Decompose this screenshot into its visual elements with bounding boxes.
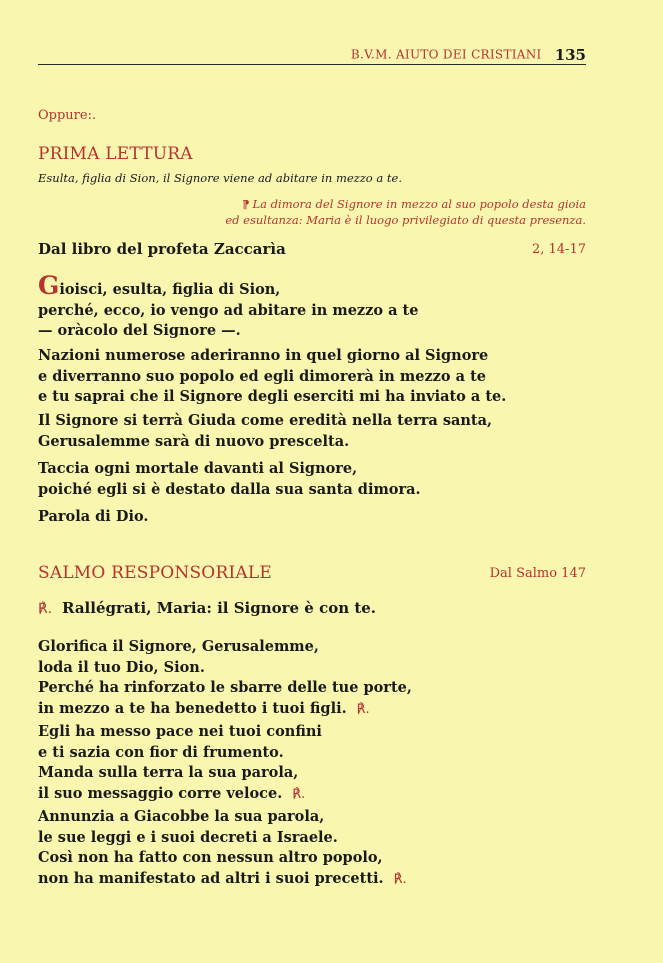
- book-source: Dal libro del profeta Zaccarìa: [38, 240, 286, 258]
- text-line: il suo messaggio corre veloce.: [38, 784, 283, 802]
- header-divider: [38, 64, 586, 65]
- response-text: Rallégrati, Maria: il Signore è con te.: [62, 599, 377, 617]
- response-icon: ℟.: [38, 601, 53, 617]
- text-line: Egli ha messo pace nei tuoi confini: [38, 723, 322, 740]
- psalm-response: [38, 599, 376, 617]
- response-icon: ℟.: [356, 701, 370, 717]
- text-line: Nazioni numerose aderiranno in quel giorno al Signore: [38, 347, 489, 364]
- text-line: — oràcolo del Signore —.: [38, 322, 241, 339]
- text-line: Glorifica il Signore, Gerusalemme,: [38, 638, 319, 655]
- psalm-stanza-1: [38, 637, 412, 720]
- reading-reference: 2, 14-17: [531, 242, 586, 257]
- text-line: poiché egli si è destato dalla sua santa dimora.: [38, 480, 421, 498]
- text-line: Manda sulla terra la sua parola,: [38, 764, 299, 781]
- reading-paragraph-4: [38, 459, 421, 500]
- text-line: le sue leggi e i suoi decreti a Israele.: [38, 828, 338, 846]
- response-icon: ℟.: [292, 786, 306, 802]
- text-line: ioisci, esulta, figlia di Sion,: [59, 281, 281, 298]
- text-line: perché, ecco, io vengo ad abitare in mezzo a te: [38, 301, 419, 319]
- reading-paragraph-1: [38, 271, 419, 342]
- note-line-1: La dimora del Signore in mezzo al suo popolo desta gioia: [252, 197, 586, 211]
- reading-paragraph-3: [38, 411, 492, 452]
- page: [38, 0, 586, 963]
- text-line: Così non ha fatto con nessun altro popolo,: [38, 849, 383, 866]
- text-line: loda il tuo Dio, Sion.: [38, 658, 205, 676]
- text-line: Gerusalemme sarà di nuovo prescelta.: [38, 432, 350, 450]
- page-number: 135: [554, 45, 586, 64]
- reading-conclusion: Parola di Dio.: [38, 508, 149, 525]
- text-line: e tu saprai che il Signore degli eserciti mi ha inviato a te.: [38, 388, 507, 405]
- psalm-stanza-3: [38, 807, 407, 890]
- text-line: in mezzo a te ha benedetto i tuoi figli.: [38, 699, 347, 717]
- response-icon: ℟.: [393, 871, 407, 887]
- oppure-label: Oppure:.: [38, 108, 97, 123]
- page-header: [351, 44, 586, 64]
- reading-subtitle: Esulta, figlia di Sion, il Signore viene ad abitare in mezzo a te.: [38, 171, 402, 185]
- text-line: Perché ha rinforzato le sbarre delle tue porte,: [38, 679, 412, 696]
- psalm-reference: Dal Salmo 147: [489, 566, 586, 581]
- psalm-title: SALMO RESPONSORIALE: [38, 563, 272, 583]
- reading-title: PRIMA LETTURA: [38, 144, 193, 164]
- note-line-2: ed esultanza: Maria è il luogo privilegiato di questa presenza.: [225, 213, 586, 227]
- reading-note: [225, 196, 586, 228]
- text-line: non ha manifestato ad altri i suoi precetti.: [38, 869, 384, 887]
- drop-cap: G: [38, 271, 60, 300]
- text-line: Taccia ogni mortale davanti al Signore,: [38, 460, 358, 477]
- text-line: e ti sazia con fior di frumento.: [38, 743, 284, 761]
- text-line: e diverranno suo popolo ed egli dimorerà in mezzo a te: [38, 367, 486, 385]
- reading-paragraph-2: [38, 346, 506, 408]
- header-title: B.V.M. AIUTO DEI CRISTIANI: [350, 47, 542, 62]
- pilcrow-icon: ⁋: [242, 197, 250, 211]
- psalm-stanza-2: [38, 722, 322, 805]
- text-line: Annunzia a Giacobbe la sua parola,: [38, 808, 325, 825]
- text-line: Il Signore si terrà Giuda come eredità nella terra santa,: [38, 412, 493, 429]
